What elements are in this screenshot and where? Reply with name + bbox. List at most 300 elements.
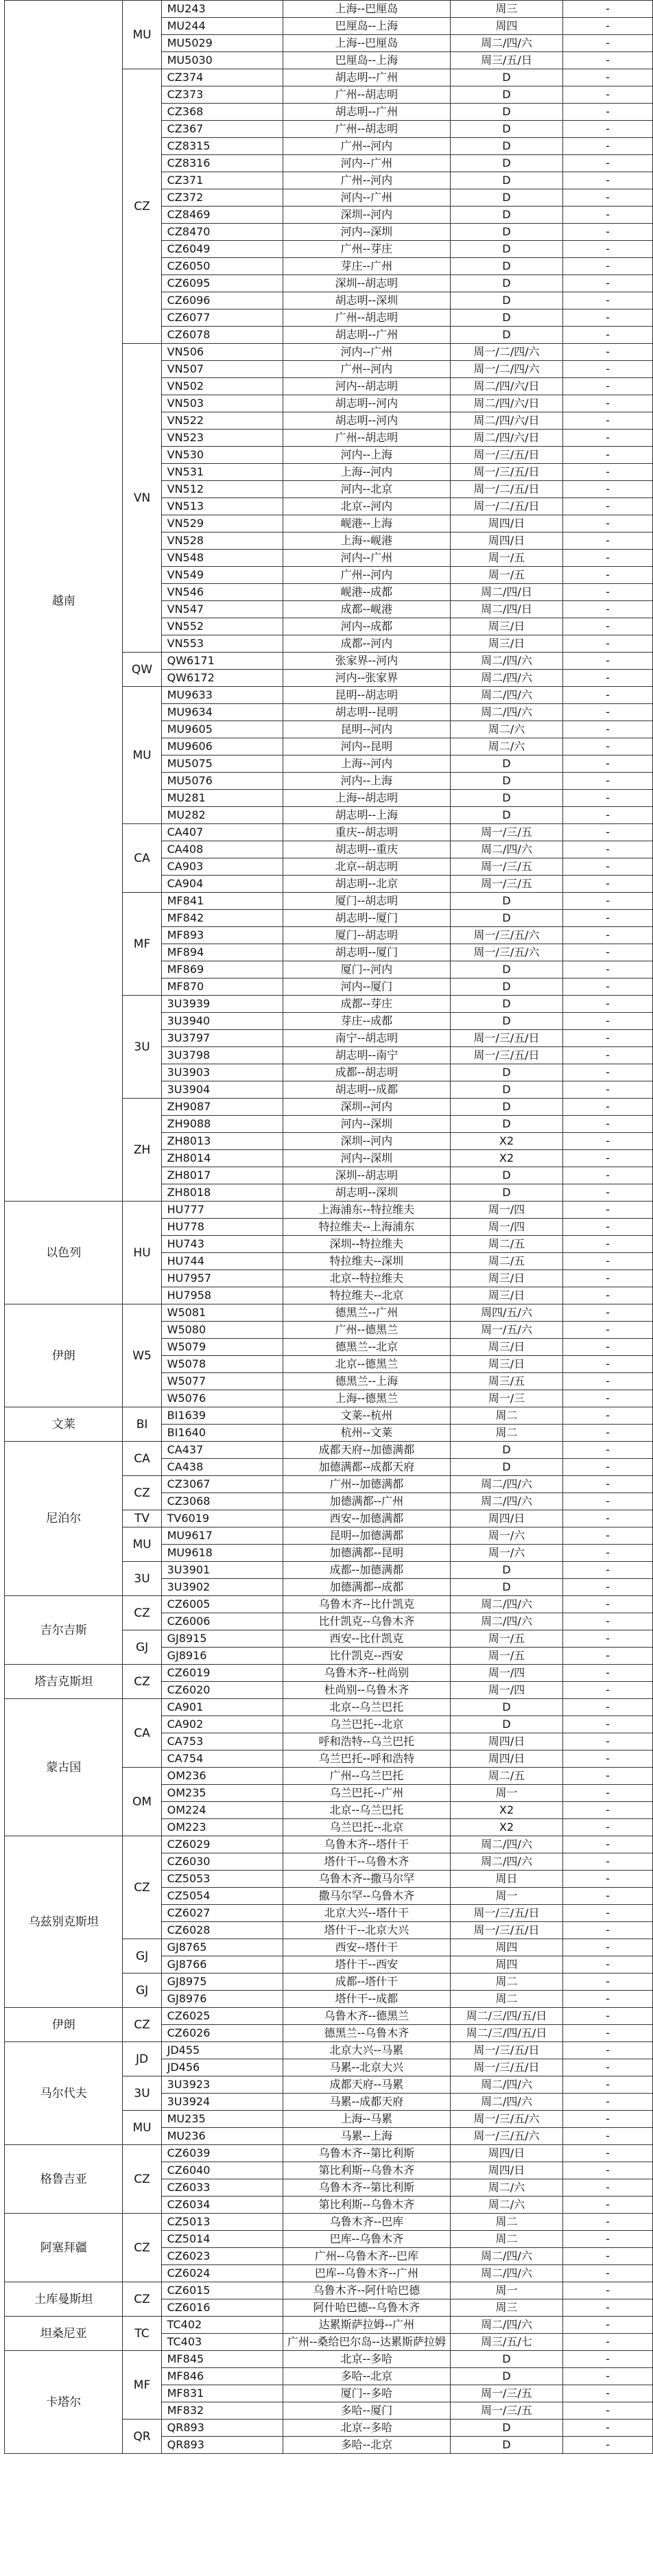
table-row — [5, 2145, 653, 2162]
remark-cell: - — [562, 1665, 652, 1682]
route-cell: 杭州--文莱 — [283, 1425, 450, 1442]
country-cell: 格鲁吉亚 — [5, 2145, 123, 2214]
days-of-operation-cell: 周一/五 — [450, 567, 562, 584]
remark-cell: - — [562, 2385, 652, 2402]
route-cell: 成都--加德满都 — [283, 1562, 450, 1579]
remark-cell: - — [562, 1733, 652, 1750]
flight-number-cell: W5076 — [161, 1390, 283, 1407]
flight-number-cell: ZH8018 — [161, 1184, 283, 1202]
flight-number-cell: CZ3067 — [161, 1476, 283, 1493]
flight-number-cell: CZ6020 — [161, 1682, 283, 1699]
airline-code-cell: OM — [123, 1768, 161, 1836]
remark-cell: - — [562, 138, 652, 155]
remark-cell: - — [562, 1253, 652, 1270]
remark-cell: - — [562, 1287, 652, 1304]
airline-code-cell: GJ — [123, 1974, 161, 2008]
remark-cell: - — [562, 2059, 652, 2076]
remark-cell: - — [562, 1356, 652, 1373]
flight-number-cell: VN548 — [161, 550, 283, 567]
days-of-operation-cell: D — [450, 2351, 562, 2368]
flight-number-cell: HU778 — [161, 1219, 283, 1236]
route-cell: 第比利斯--乌鲁木齐 — [283, 2162, 450, 2179]
days-of-operation-cell: 周四/五/六 — [450, 1304, 562, 1322]
remark-cell: - — [562, 2317, 652, 2334]
remark-cell: - — [562, 498, 652, 515]
flight-number-cell: CZ367 — [161, 121, 283, 138]
days-of-operation-cell: 周二/四/六 — [450, 1476, 562, 1493]
remark-cell: - — [562, 412, 652, 430]
route-cell: 岘港--成都 — [283, 584, 450, 601]
flight-number-cell: CZ3068 — [161, 1493, 283, 1510]
route-cell: 西安--比什凯克 — [283, 1630, 450, 1648]
route-cell: 厦门--胡志明 — [283, 893, 450, 910]
remark-cell: - — [562, 2145, 652, 2162]
remark-cell: - — [562, 2128, 652, 2145]
flight-number-cell: W5078 — [161, 1356, 283, 1373]
remark-cell: - — [562, 824, 652, 841]
route-cell: 上海--岘港 — [283, 532, 450, 550]
airline-code-cell: 3U — [123, 996, 161, 1099]
route-cell: 岘港--上海 — [283, 515, 450, 532]
days-of-operation-cell: 周一/三/五/日 — [450, 1905, 562, 1922]
flight-number-cell: CZ6027 — [161, 1905, 283, 1922]
flight-number-cell: ZH8013 — [161, 1133, 283, 1150]
route-cell: 乌鲁木齐--杜尚别 — [283, 1665, 450, 1682]
flight-number-cell: CA407 — [161, 824, 283, 841]
route-cell: 广州--河内 — [283, 361, 450, 378]
remark-cell: - — [562, 447, 652, 464]
flight-number-cell: VN552 — [161, 618, 283, 635]
route-cell: 巴库--乌鲁木齐--广州 — [283, 2265, 450, 2282]
days-of-operation-cell: D — [450, 155, 562, 172]
route-cell: 乌鲁木齐--阿什哈巴德 — [283, 2282, 450, 2299]
airline-code-cell: TC — [123, 2317, 161, 2351]
days-of-operation-cell: 周三/日 — [450, 1356, 562, 1373]
remark-cell: - — [562, 1630, 652, 1648]
flight-number-cell: MF893 — [161, 927, 283, 944]
days-of-operation-cell: 周日 — [450, 1871, 562, 1888]
flight-number-cell: QR893 — [161, 2437, 283, 2454]
remark-cell: - — [562, 1545, 652, 1562]
route-cell: 深圳--胡志明 — [283, 1167, 450, 1184]
flight-number-cell: CZ6049 — [161, 241, 283, 258]
airline-code-cell: BI — [123, 1407, 161, 1442]
flight-number-cell: 3U3940 — [161, 1013, 283, 1030]
table-row — [5, 2351, 653, 2368]
remark-cell: - — [562, 1047, 652, 1064]
flight-number-cell: CZ6039 — [161, 2145, 283, 2162]
airline-code-cell: CZ — [123, 2145, 161, 2214]
flight-number-cell: JD455 — [161, 2042, 283, 2059]
remark-cell: - — [562, 635, 652, 653]
route-cell: 多哈--北京 — [283, 2437, 450, 2454]
flight-number-cell: GJ8976 — [161, 1991, 283, 2008]
flight-number-cell: MU281 — [161, 790, 283, 807]
remark-cell: - — [562, 1081, 652, 1099]
route-cell: 乌鲁木齐--塔什干 — [283, 1836, 450, 1853]
days-of-operation-cell: 周二/六 — [450, 2197, 562, 2214]
airline-code-cell: CA — [123, 1442, 161, 1476]
days-of-operation-cell: 周一/三/五 — [450, 2385, 562, 2402]
remark-cell: - — [562, 1425, 652, 1442]
airline-code-cell: 3U — [123, 2076, 161, 2111]
days-of-operation-cell: D — [450, 1064, 562, 1081]
remark-cell: - — [562, 2282, 652, 2299]
route-cell: 马累--北京大兴 — [283, 2059, 450, 2076]
table-row — [5, 2042, 653, 2059]
table-row — [5, 1442, 653, 1459]
remark-cell: - — [562, 1716, 652, 1733]
days-of-operation-cell: 周一/三/五/六 — [450, 927, 562, 944]
remark-cell: - — [562, 292, 652, 309]
days-of-operation-cell: 周二/四/六 — [450, 653, 562, 670]
remark-cell: - — [562, 104, 652, 121]
flight-number-cell: CZ5014 — [161, 2231, 283, 2248]
route-cell: 深圳--河内 — [283, 1133, 450, 1150]
flight-number-cell: W5077 — [161, 1373, 283, 1390]
flight-number-cell: MU9606 — [161, 738, 283, 756]
days-of-operation-cell: 周二/四/六/日 — [450, 412, 562, 430]
airline-code-cell: VN — [123, 344, 161, 653]
days-of-operation-cell: 周二/三/四/五/日 — [450, 2025, 562, 2042]
days-of-operation-cell: 周一 — [450, 2282, 562, 2299]
remark-cell: - — [562, 807, 652, 824]
remark-cell: - — [562, 69, 652, 86]
flight-number-cell: MU244 — [161, 18, 283, 35]
route-cell: 成都天府--加德满都 — [283, 1442, 450, 1459]
remark-cell: - — [562, 1905, 652, 1922]
route-cell: 河内--张家界 — [283, 670, 450, 687]
route-cell: 广州--胡志明 — [283, 309, 450, 327]
remark-cell: - — [562, 189, 652, 207]
remark-cell: - — [562, 52, 652, 69]
country-cell: 坦桑尼亚 — [5, 2317, 123, 2351]
flight-number-cell: VN546 — [161, 584, 283, 601]
remark-cell: - — [562, 1339, 652, 1356]
days-of-operation-cell: 周二/五 — [450, 1768, 562, 1785]
days-of-operation-cell: 周二/四/六 — [450, 2248, 562, 2265]
route-cell: 广州--桑给巴尔岛--达累斯萨拉姆 — [283, 2334, 450, 2351]
days-of-operation-cell: 周一/三/五 — [450, 858, 562, 876]
flight-number-cell: 3U3901 — [161, 1562, 283, 1579]
remark-cell: - — [562, 961, 652, 979]
table-row — [5, 1596, 653, 1613]
route-cell: 深圳--胡志明 — [283, 275, 450, 292]
days-of-operation-cell: D — [450, 1099, 562, 1116]
airline-code-cell: CZ — [123, 1836, 161, 1939]
remark-cell: - — [562, 1270, 652, 1287]
days-of-operation-cell: 周二/四/六 — [450, 704, 562, 721]
route-cell: 成都天府--马累 — [283, 2076, 450, 2094]
route-cell: 深圳--特拉维夫 — [283, 1236, 450, 1253]
route-cell: 特拉维夫--深圳 — [283, 1253, 450, 1270]
flight-number-cell: CA438 — [161, 1459, 283, 1476]
flight-number-cell: MU282 — [161, 807, 283, 824]
remark-cell: - — [562, 1373, 652, 1390]
table-row — [5, 1202, 653, 1219]
route-cell: 上海浦东--特拉维夫 — [283, 1202, 450, 1219]
route-cell: 特拉维夫--上海浦东 — [283, 1219, 450, 1236]
days-of-operation-cell: 周二/四/六 — [450, 35, 562, 52]
days-of-operation-cell: 周三 — [450, 1, 562, 18]
days-of-operation-cell: 周一/三/五/六 — [450, 944, 562, 961]
days-of-operation-cell: 周一/三/五/日 — [450, 464, 562, 481]
route-cell: 胡志明--厦门 — [283, 944, 450, 961]
remark-cell: - — [562, 1167, 652, 1184]
airline-code-cell: CA — [123, 1699, 161, 1768]
remark-cell: - — [562, 721, 652, 738]
remark-cell: - — [562, 344, 652, 361]
flight-number-cell: CA902 — [161, 1716, 283, 1733]
days-of-operation-cell: D — [450, 121, 562, 138]
days-of-operation-cell: 周一/二/五/日 — [450, 481, 562, 498]
country-cell: 尼泊尔 — [5, 1442, 123, 1596]
remark-cell: - — [562, 979, 652, 996]
days-of-operation-cell: D — [450, 910, 562, 927]
remark-cell: - — [562, 1493, 652, 1510]
remark-cell: - — [562, 2299, 652, 2317]
flight-number-cell: VN502 — [161, 378, 283, 395]
days-of-operation-cell: D — [450, 275, 562, 292]
days-of-operation-cell: D — [450, 893, 562, 910]
flight-number-cell: TC403 — [161, 2334, 283, 2351]
route-cell: 河内--胡志明 — [283, 378, 450, 395]
remark-cell: - — [562, 2025, 652, 2042]
days-of-operation-cell: 周二/四/六/日 — [450, 395, 562, 412]
flight-number-cell: CA437 — [161, 1442, 283, 1459]
days-of-operation-cell: 周二/四/六 — [450, 670, 562, 687]
flight-number-cell: MU9618 — [161, 1545, 283, 1562]
flight-number-cell: 3U3904 — [161, 1081, 283, 1099]
remark-cell: - — [562, 876, 652, 893]
airline-code-cell: MU — [123, 1, 161, 69]
flight-number-cell: MF846 — [161, 2368, 283, 2385]
days-of-operation-cell: 周三/五 — [450, 1373, 562, 1390]
route-cell: 胡志明--深圳 — [283, 1184, 450, 1202]
airline-code-cell: QW — [123, 653, 161, 687]
remark-cell: - — [562, 2402, 652, 2420]
country-cell: 马尔代夫 — [5, 2042, 123, 2145]
flight-number-cell: CZ6034 — [161, 2197, 283, 2214]
flight-number-cell: MU236 — [161, 2128, 283, 2145]
flight-number-cell: CA901 — [161, 1699, 283, 1716]
route-cell: 乌鲁木齐--比什凯克 — [283, 1596, 450, 1613]
remark-cell: - — [562, 1956, 652, 1974]
remark-cell: - — [562, 1922, 652, 1939]
remark-cell: - — [562, 1853, 652, 1871]
route-cell: 北京--河内 — [283, 498, 450, 515]
route-cell: 芽庄--成都 — [283, 1013, 450, 1030]
route-cell: 特拉维夫--北京 — [283, 1287, 450, 1304]
route-cell: 加德满都--昆明 — [283, 1545, 450, 1562]
remark-cell: - — [562, 2111, 652, 2128]
days-of-operation-cell: 周四/日 — [450, 532, 562, 550]
route-cell: 河内--广州 — [283, 550, 450, 567]
days-of-operation-cell: 周一/三/五/日 — [450, 1922, 562, 1939]
route-cell: 乌兰巴托--呼和浩特 — [283, 1750, 450, 1768]
remark-cell: - — [562, 773, 652, 790]
remark-cell: - — [562, 86, 652, 104]
remark-cell: - — [562, 927, 652, 944]
remark-cell: - — [562, 1836, 652, 1853]
route-cell: 北京大兴--马累 — [283, 2042, 450, 2059]
flight-number-cell: 3U3797 — [161, 1030, 283, 1047]
remark-cell: - — [562, 241, 652, 258]
remark-cell: - — [562, 550, 652, 567]
flight-number-cell: MF842 — [161, 910, 283, 927]
remark-cell: - — [562, 790, 652, 807]
flight-number-cell: CZ6096 — [161, 292, 283, 309]
route-cell: 北京--特拉维夫 — [283, 1270, 450, 1287]
route-cell: 河内--上海 — [283, 447, 450, 464]
remark-cell: - — [562, 258, 652, 275]
remark-cell: - — [562, 1648, 652, 1665]
remark-cell: - — [562, 464, 652, 481]
days-of-operation-cell: D — [450, 1013, 562, 1030]
flight-number-cell: CZ6019 — [161, 1665, 283, 1682]
days-of-operation-cell: 周四/日 — [450, 2162, 562, 2179]
country-cell: 吉尔吉斯 — [5, 1596, 123, 1665]
route-cell: 乌鲁木齐--巴库 — [283, 2214, 450, 2231]
route-cell: 北京--乌兰巴托 — [283, 1802, 450, 1819]
route-cell: 比什凯克--西安 — [283, 1648, 450, 1665]
route-cell: 塔什干--乌鲁木齐 — [283, 1853, 450, 1871]
route-cell: 广州--胡志明 — [283, 86, 450, 104]
days-of-operation-cell: 周一/三/五/日 — [450, 2042, 562, 2059]
remark-cell: - — [562, 515, 652, 532]
flight-number-cell: HU744 — [161, 1253, 283, 1270]
route-cell: 河内--昆明 — [283, 738, 450, 756]
airline-code-cell: TV — [123, 1510, 161, 1527]
route-cell: 北京--多哈 — [283, 2420, 450, 2437]
route-cell: 北京--多哈 — [283, 2351, 450, 2368]
route-cell: 河内--厦门 — [283, 979, 450, 996]
remark-cell: - — [562, 1682, 652, 1699]
days-of-operation-cell: 周二/三/四/五/日 — [450, 2008, 562, 2025]
flight-number-cell: HU777 — [161, 1202, 283, 1219]
route-cell: 北京--乌兰巴托 — [283, 1699, 450, 1716]
days-of-operation-cell: 周一/五 — [450, 550, 562, 567]
days-of-operation-cell: 周四 — [450, 1939, 562, 1956]
days-of-operation-cell: 周二/四/六 — [450, 1596, 562, 1613]
days-of-operation-cell: 周二/四/六 — [450, 2094, 562, 2111]
days-of-operation-cell: D — [450, 2368, 562, 2385]
route-cell: 胡志明--上海 — [283, 807, 450, 824]
airline-code-cell: W5 — [123, 1304, 161, 1407]
flight-number-cell: CZ372 — [161, 189, 283, 207]
remark-cell: - — [562, 1030, 652, 1047]
flight-number-cell: HU7958 — [161, 1287, 283, 1304]
airline-code-cell: GJ — [123, 1939, 161, 1974]
remark-cell: - — [562, 1974, 652, 1991]
days-of-operation-cell: D — [450, 1562, 562, 1579]
remark-cell: - — [562, 1613, 652, 1630]
table-row — [5, 2317, 653, 2334]
remark-cell: - — [562, 1596, 652, 1613]
route-cell: 胡志明--广州 — [283, 327, 450, 344]
flight-number-cell: OM224 — [161, 1802, 283, 1819]
route-cell: 广州--乌兰巴托 — [283, 1768, 450, 1785]
airline-code-cell: CZ — [123, 1596, 161, 1630]
days-of-operation-cell: 周二/四/六 — [450, 841, 562, 858]
flight-number-cell: MF894 — [161, 944, 283, 961]
days-of-operation-cell: X2 — [450, 1802, 562, 1819]
route-cell: 广州--芽庄 — [283, 241, 450, 258]
days-of-operation-cell: 周四/日 — [450, 515, 562, 532]
flight-number-cell: CZ6030 — [161, 1853, 283, 1871]
remark-cell: - — [562, 618, 652, 635]
flight-number-cell: CZ6077 — [161, 309, 283, 327]
flight-number-cell: CZ371 — [161, 172, 283, 189]
flight-number-cell: BI1639 — [161, 1407, 283, 1425]
flight-number-cell: TV6019 — [161, 1510, 283, 1527]
remark-cell: - — [562, 2437, 652, 2454]
days-of-operation-cell: 周二/四/六 — [450, 687, 562, 704]
days-of-operation-cell: D — [450, 86, 562, 104]
flight-number-cell: VN506 — [161, 344, 283, 361]
route-cell: 昆明--河内 — [283, 721, 450, 738]
days-of-operation-cell: 周一/四 — [450, 1219, 562, 1236]
flight-number-cell: W5080 — [161, 1322, 283, 1339]
remark-cell: - — [562, 309, 652, 327]
route-cell: 比什凯克--乌鲁木齐 — [283, 1613, 450, 1630]
country-cell: 蒙古国 — [5, 1699, 123, 1836]
flight-number-cell: 3U3903 — [161, 1064, 283, 1081]
route-cell: 撒马尔罕--乌鲁木齐 — [283, 1888, 450, 1905]
flight-number-cell: CZ6078 — [161, 327, 283, 344]
flight-number-cell: CZ8469 — [161, 207, 283, 224]
route-cell: 乌鲁木齐--德黑兰 — [283, 2008, 450, 2025]
flight-number-cell: OM236 — [161, 1768, 283, 1785]
flight-number-cell: VN523 — [161, 430, 283, 447]
flight-number-cell: W5079 — [161, 1339, 283, 1356]
route-cell: 乌兰巴托--广州 — [283, 1785, 450, 1802]
flight-number-cell: CA753 — [161, 1733, 283, 1750]
airline-code-cell: MU — [123, 687, 161, 824]
remark-cell: - — [562, 1819, 652, 1836]
flight-number-cell: MU243 — [161, 1, 283, 18]
days-of-operation-cell: 周一/三/五/日 — [450, 1030, 562, 1047]
days-of-operation-cell: 周一/二/四/六 — [450, 361, 562, 378]
remark-cell: - — [562, 1219, 652, 1236]
days-of-operation-cell: X2 — [450, 1819, 562, 1836]
days-of-operation-cell: 周一/三 — [450, 1390, 562, 1407]
flight-number-cell: 3U3924 — [161, 2094, 283, 2111]
flight-number-cell: TC402 — [161, 2317, 283, 2334]
remark-cell: - — [562, 2094, 652, 2111]
flight-number-cell: CZ6029 — [161, 1836, 283, 1853]
remark-cell: - — [562, 1562, 652, 1579]
remark-cell: - — [562, 2334, 652, 2351]
route-cell: 广州--加德满都 — [283, 1476, 450, 1493]
remark-cell: - — [562, 481, 652, 498]
remark-cell: - — [562, 2214, 652, 2231]
remark-cell: - — [562, 1304, 652, 1322]
airline-code-cell: CZ — [123, 2008, 161, 2042]
flight-number-cell: CZ6015 — [161, 2282, 283, 2299]
route-cell: 马累--上海 — [283, 2128, 450, 2145]
days-of-operation-cell: 周三 — [450, 2299, 562, 2317]
route-cell: 乌鲁木齐--第比利斯 — [283, 2145, 450, 2162]
flight-schedule-table — [4, 0, 653, 2454]
flight-number-cell: VN531 — [161, 464, 283, 481]
route-cell: 成都--岘港 — [283, 601, 450, 618]
flight-number-cell: CZ6005 — [161, 1596, 283, 1613]
table-row — [5, 1, 653, 18]
flight-number-cell: VN549 — [161, 567, 283, 584]
table-row — [5, 1665, 653, 1682]
route-cell: 胡志明--南宁 — [283, 1047, 450, 1064]
